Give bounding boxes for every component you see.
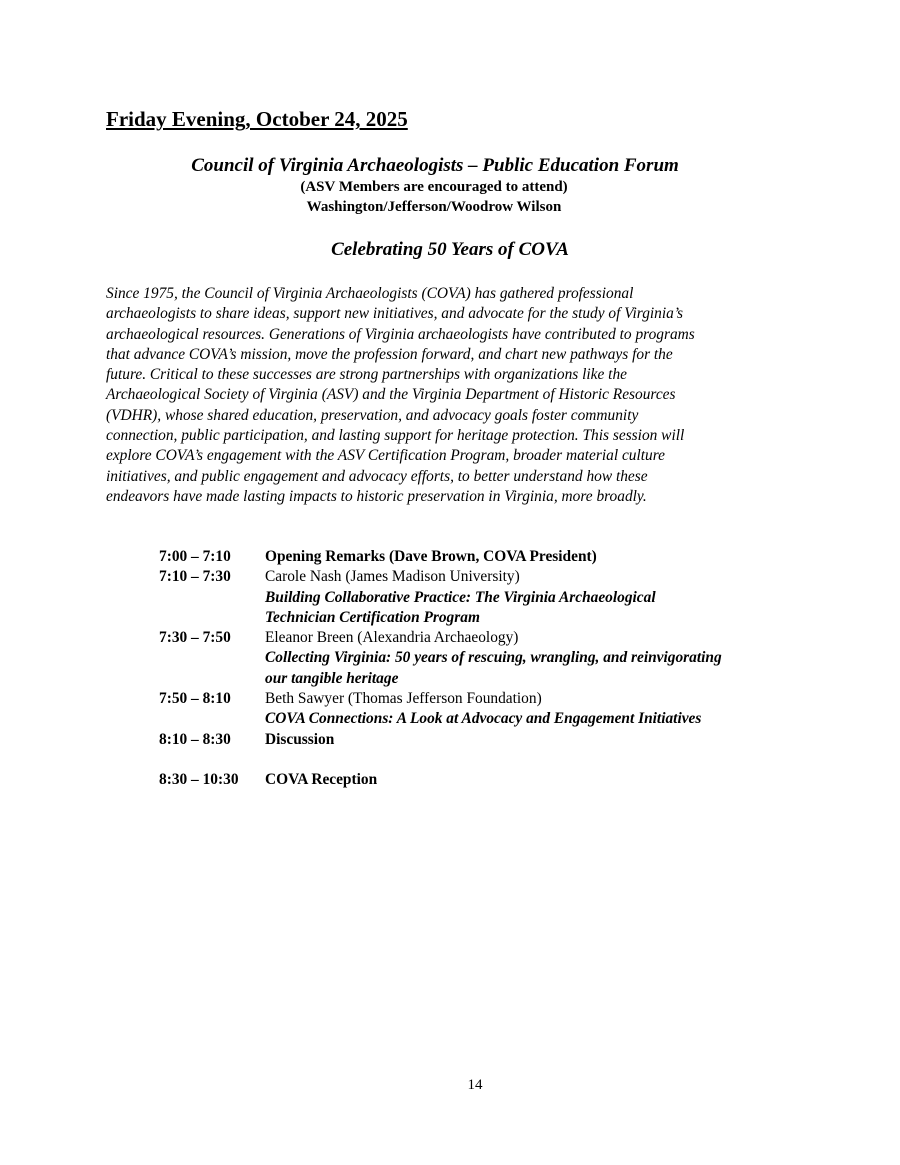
session-title: Celebrating 50 Years of COVA [331,239,569,260]
schedule-speaker: COVA Reception [265,770,378,788]
schedule-speaker: Eleanor Breen (Alexandria Archaeology) [265,629,519,647]
schedule-time: 8:30 – 10:30 [159,770,239,788]
talk-title-line: our tangible heritage [265,669,399,687]
schedule-time: 7:10 – 7:30 [159,568,231,586]
schedule-row [159,689,819,730]
schedule-time: 8:10 – 8:30 [159,730,231,748]
schedule-time: 7:30 – 7:50 [159,629,231,647]
schedule-gap [159,750,819,770]
description-line: archaeologists to share ideas, support new initiatives, and advocate for the study of Virginia’s [106,305,683,323]
forum-title: Council of Virginia Archaeologists – Public Education Forum [191,155,679,176]
description-line: Since 1975, the Council of Virginia Archaeologists (COVA) has gathered professional [106,285,634,302]
talk-title-line: Building Collaborative Practice: The Virginia Archaeological [265,588,656,606]
schedule-time: 7:50 – 8:10 [159,690,231,708]
schedule-speaker: Discussion [265,730,335,748]
description-line: endeavors have made lasting impacts to historic preservation in Virginia, more broadly. [106,487,647,505]
schedule-speaker: Beth Sawyer (Thomas Jefferson Foundation) [265,690,542,708]
schedule [159,547,819,790]
description-line: initiatives, and public engagement and advocacy efforts, to better understand how these [106,467,648,485]
talk-title-line: Collecting Virginia: 50 years of rescuing, wrangling, and reinvigorating [265,649,722,667]
schedule-detail [265,689,819,730]
forum-note: (ASV Members are encouraged to attend) [300,179,568,195]
session-description [106,284,796,507]
description-line: that advance COVA’s mission, move the profession forward, and chart new pathways for the [106,345,673,363]
schedule-row [159,547,819,567]
schedule-speaker: Carole Nash (James Madison University) [265,568,520,586]
description-line: archaeological resources. Generations of Virginia archaeologists have contributed to programs [106,325,695,343]
schedule-time: 7:00 – 7:10 [159,548,231,565]
schedule-row [159,628,819,689]
description-line: connection, public participation, and lasting support for heritage protection. This session will [106,427,685,445]
page-number: 14 [467,1077,483,1093]
schedule-detail [265,770,819,790]
description-line: explore COVA’s engagement with the ASV Certification Program, broader material culture [106,447,665,465]
schedule-detail [265,547,819,567]
talk-title-line: Technician Certification Program [265,608,480,626]
schedule-speaker: Opening Remarks (Dave Brown, COVA President) [265,548,597,565]
page-heading: Friday Evening, October 24, 2025 [106,107,408,131]
schedule-row [159,567,819,628]
description-line: future. Critical to these successes are strong partnerships with organizations like the [106,366,627,384]
schedule-detail [265,628,819,689]
forum-room: Washington/Jefferson/Woodrow Wilson [306,199,562,215]
schedule-row [159,770,819,790]
schedule-detail [265,567,819,628]
schedule-row [159,730,819,750]
description-line: Archaeological Society of Virginia (ASV) and the Virginia Department of Historic Resources [106,386,676,404]
schedule-detail [265,730,819,750]
talk-title-line: COVA Connections: A Look at Advocacy and Engagement Initiatives [265,710,702,728]
description-line: (VDHR), whose shared education, preservation, and advocacy goals foster community [106,406,639,424]
